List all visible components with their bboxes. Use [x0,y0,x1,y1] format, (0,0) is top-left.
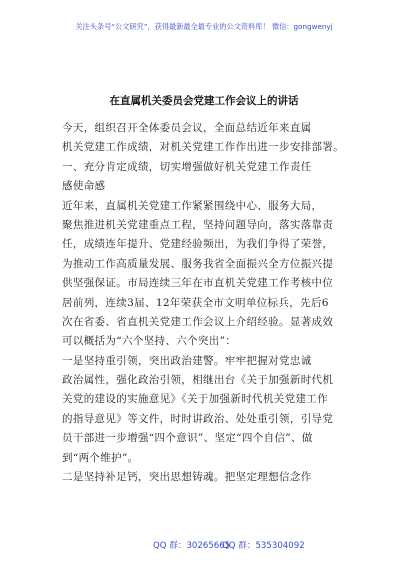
body-line: 近年来，直属机关党建工作紧紧围绕中心、服务大局， [62,199,323,212]
body-line: 二是坚持补足钙，突出思想铸魂。把坚定理想信念作 [62,471,312,484]
body-line: 可以概括为“六个坚持、六个突出”： [62,335,237,348]
section-heading: 一、充分肯定成绩，切实增强做好机关党建工作责任 [62,160,312,173]
body-line: 今天，组织召开全体委员会议，全面总结近年来直属 [62,122,312,134]
body-line: 的指导意见》等文件，时时讲政治、处处重引领，引导党 [62,412,334,425]
body-line: 到“两个维护”。 [62,451,139,464]
body-line: 为推动工作高质量发展、服务我省全面振兴全方位振兴提 [62,257,334,270]
document-body [62,119,352,487]
footer-qq-group-2: QQ 群：535304092 [222,541,305,551]
body-line: 关党的建设的实施意见》《关于加强新时代机关党建工作 [62,393,328,406]
footer-qq-group-1: QQ 群：30265665 [153,541,231,551]
body-line: 聚焦推进机关党建重点工程，坚持问题导向，落实落靠责 [62,218,334,231]
body-line: 机关党建工作成绩，对机关党建工作作出进一步安排部署。 [62,141,345,154]
header-notice: 关注头条号“公文研究”，获得最新最全最专业的公文资料库！ 微信：gongwenyj [75,22,333,31]
body-line: 供坚强保证。市局连续三年在市直机关党建工作考核中位 [62,277,334,290]
body-line: 居前列，连续3届、12年荣获全市文明单位标兵，先后6 [62,296,329,309]
document-title: 在直属机关委员会党建工作会议上的讲话 [109,95,299,107]
body-line: 任，成绩连年提升、党建经验频出，为我们争得了荣誉， [62,238,334,251]
body-line: 一是坚持重引领，突出政治建警。牢牢把握对党忠诚 [62,354,312,367]
body-line: 次在省委、省直机关党建工作会议上介绍经验。显著成效 [62,315,334,328]
section-heading-cont: 感使命感 [62,180,106,193]
body-line: 员干部进一步增强“四个意识”、坚定“四个自信”、做 [62,432,313,445]
body-line: 政治属性，强化政治引领，相继出台《关于加强新时代机 [62,374,334,387]
